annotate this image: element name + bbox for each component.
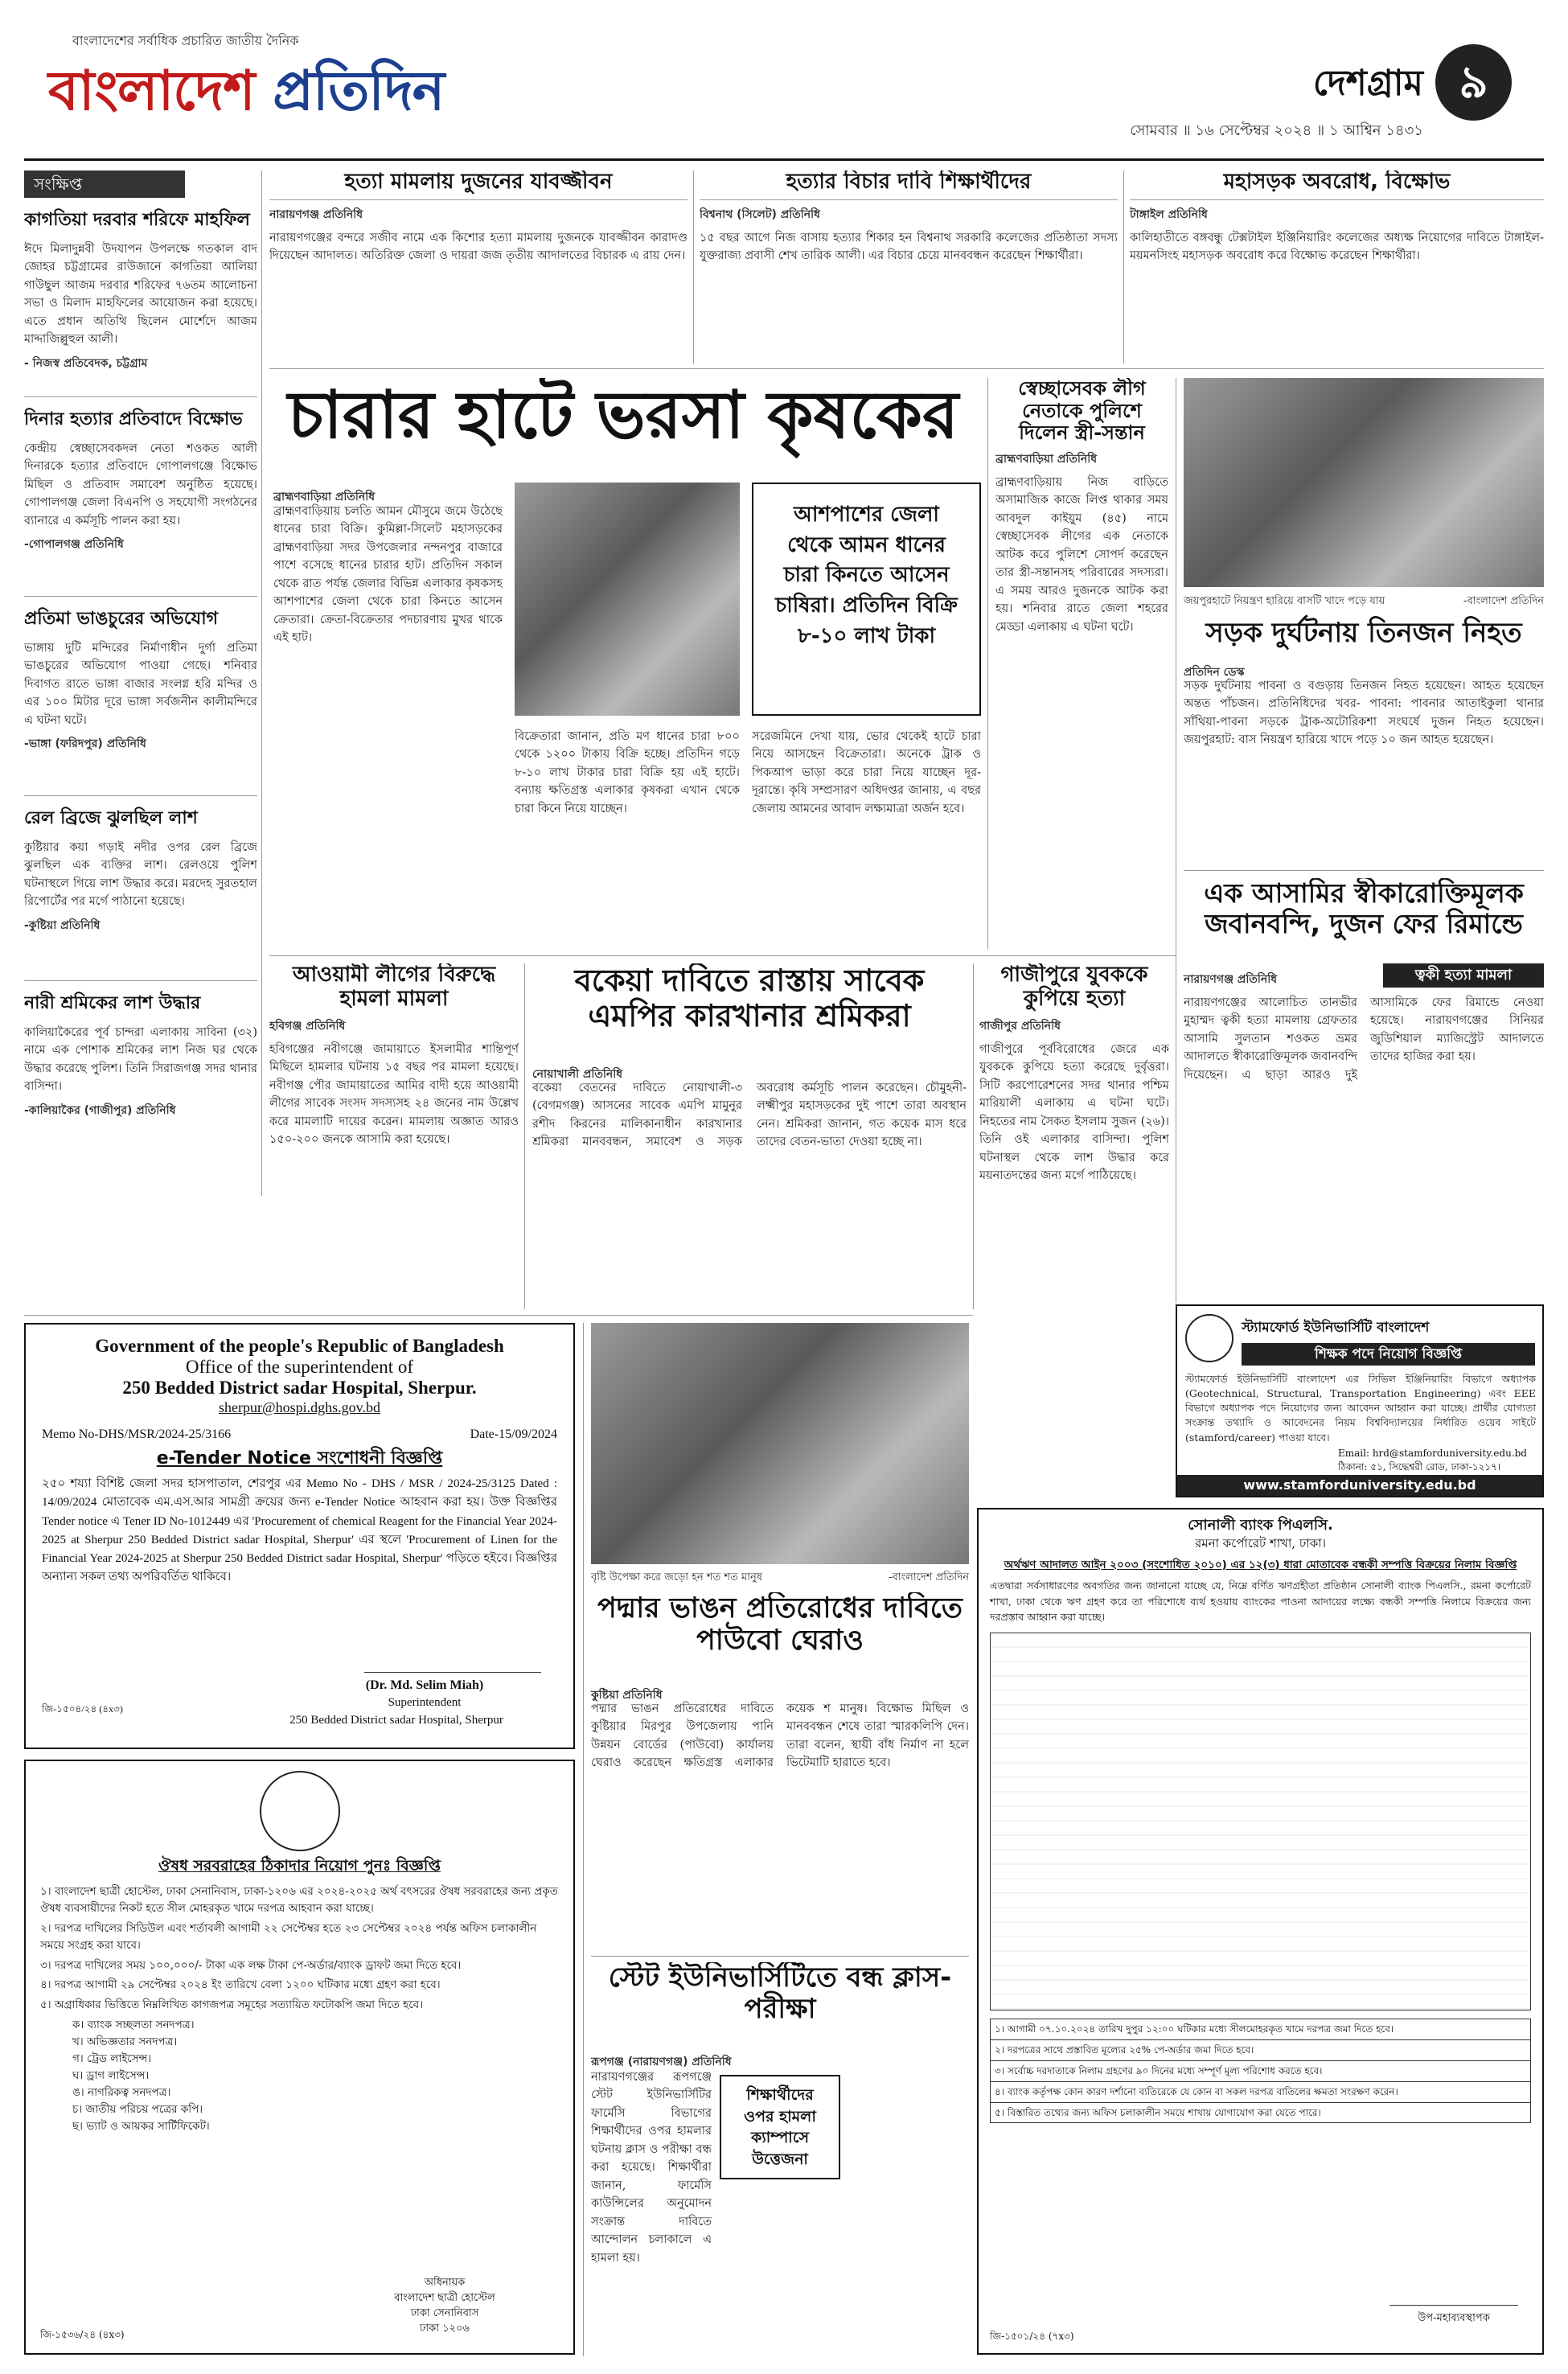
story-byline: হবিগঞ্জ প্রতিনিধি xyxy=(269,1019,346,1033)
brief-byline: -কুষ্টিয়া প্রতিনিধি xyxy=(24,918,101,932)
top-strip-story xyxy=(700,170,1118,363)
state-uni-body: নারায়ণগঞ্জের রূপগঞ্জে স্টেট ইউনিভার্সিটির ফার্মেসি বিভাগের শিক্ষার্থীদের ওপর হামলার ঘটনায় ক্লাস ও পরীক্ষা বন্ধ করা হয়েছে। শিক্ষার্থীরা জানান, ফার্মেসি কাউন্সিলের অনুমোদন সংক্রান্ত দাবিতে আন্দোলন চলাকালে এ হামলা হয়। xyxy=(591,2071,712,2265)
cantonment-doc: ঙ। নাগরিকত্ব সনদপত্র। xyxy=(72,2085,171,2099)
notice-email: sherpur@hospi.dghs.gov.bd xyxy=(219,1399,380,1415)
sonali-intro: এতদ্বারা সর্বসাধারণের অবগতির জন্য জানানো যাচ্ছে যে, নিম্নে বর্ণিত ঋণগ্রহীতা প্রতিষ্ঠান সোনালী ব্যাংক পিএলসি., রমনা কর্পোরেট শাখা, ঢাকা থেকে ঋণ গ্রহণ করে তা পরিশোধে ব্যর্থ হওয়ায় ব্যাংকের পাওনা আদায়ের লক্ষ্যে বন্ধকী সম্পত্তি নিলামে বিক্রয়ের জন্য দরপ্রস্তাব আহ্বান করা যাচ্ছে। xyxy=(990,1579,1531,1623)
cantonment-doc: খ। অভিজ্ঞতার সনদপত্র। xyxy=(72,2035,178,2049)
padma-byline: কুষ্টিয়া প্রতিনিধি xyxy=(591,1689,663,1702)
brief-byline: -ভাঙ্গা (ফরিদপুর) প্রতিনিধি xyxy=(24,737,146,751)
sonali-ref: জি-১৫০১/২৪ (৭x৩) xyxy=(990,2331,1074,2342)
briefs-column xyxy=(24,206,257,1195)
section-divider xyxy=(269,368,1544,369)
cantonment-items xyxy=(40,1883,559,2014)
notice-ref: জি-১৫০৪/২৪ (৪x৩) xyxy=(42,1703,123,1715)
state-uni-body-cont xyxy=(848,2068,969,2354)
brief-body: ভাঙ্গায় দুটি মন্দিরের নির্মাণাধীন দুর্গা প্রতিমা ভাঙচুরের অভিযোগ পাওয়া গেছে। শনিবার দিবাগত রাতে ভাঙ্গা বাজার সংলগ্ন হরি মন্দির ও এর ১০০ মিটার দূরে ভাঙ্গা সর্বজনীন কালীমন্দিরে এ ঘটনা ঘটে। xyxy=(24,642,257,727)
table-row xyxy=(991,2060,1531,2081)
masthead xyxy=(24,24,1544,161)
story-byline: টাঙ্গাইল প্রতিনিধি xyxy=(1130,207,1208,221)
brief-byline: - নিজস্ব প্রতিবেদক, চট্টগ্রাম xyxy=(24,356,148,370)
story-body: কালিহাতীতে বঙ্গবন্ধু টেক্সটাইল ইঞ্জিনিয়ারিং কলেজের অধ্যক্ষ নিয়োগের দাবিতে টাঙ্গাইল-ময়মনসিংহ মহাসড়ক অবরোধ করে বিক্ষোভ করেছেন শিক্ষার্থীরা। xyxy=(1130,231,1544,263)
cantonment-doc: ক। ব্যাংক সচ্ছলতা সনদপত্র। xyxy=(72,2019,195,2032)
cantonment-doc: গ। ট্রেড লাইসেন্স। xyxy=(72,2052,152,2066)
lead-byline: ব্রাহ্মণবাড়িয়া প্রতিনিধি xyxy=(273,491,376,503)
notice-memo-row xyxy=(42,1427,557,1442)
accident-headline: সড়ক দুর্ঘটনায় তিনজন নিহত xyxy=(1205,617,1522,649)
stamford-name: স্ট্যামফোর্ড ইউনিভার্সিটি বাংলাদেশ xyxy=(1242,1320,1430,1336)
workers-headline: বকেয়া দাবিতে রাস্তায় সাবেক এমপির কারখানার শ্রমিকরা xyxy=(574,963,925,1033)
table-cell: ৪। ব্যাংক কর্তৃপক্ষ কোন কারণ দর্শানো ব্যতিরেকে যে কোন বা সকল দরপত্র বাতিলের ক্ষমতা সংরক্ষণ করেন। xyxy=(991,2081,1531,2102)
section-divider xyxy=(1184,870,1544,871)
remand-headline: এক আসামির স্বীকারোক্তিমূলক জবানবন্দি, দুজন ফের রিমান্ডে xyxy=(1204,878,1524,939)
sonali-title: অর্থঋণ আদালত আইন ২০০৩ (সংশোধিত ২০১০) এর ১২(৩) ধারা মোতাবেক বন্ধকী সম্পত্তি বিক্রয়ের নিলাম বিজ্ঞপ্তি xyxy=(1004,1558,1517,1571)
notice-signer: (Dr. Md. Selim Miah) xyxy=(365,1678,484,1692)
volunteer-story xyxy=(995,378,1168,949)
table-row xyxy=(991,2019,1531,2040)
edition-date: সোমবার ॥ ১৬ সেপ্টেম্বর ২০২৪ ॥ ১ আশ্বিন ১৪৩১ xyxy=(1130,122,1423,139)
story-body: হবিগঞ্জের নবীগঞ্জে জামায়াতে ইসলামীর শান্তিপূর্ণ মিছিলে হামলার ঘটনায় ১৫ বছর পর মামলা হয়েছে। নবীগঞ্জ পৌর জামায়াতের আমির বাদী হয়ে আওয়ামী লীগের সাবেক সংসদ সদস্যসহ ২৪ জনের নাম উল্লেখ করে মামলাটি দায়ের করেন। মামলায় অজ্ঞাত আরও ১৫০-২০০ জনকে আসামি করা হয়েছে। xyxy=(269,1042,519,1147)
state-uni-pull-box xyxy=(720,2075,840,2179)
sonali-signer: উপ-মহাব্যবস্থাপক xyxy=(1418,2312,1490,2324)
masthead-tagline: বাংলাদেশের সর্বাধিক প্রচারিত জাতীয় দৈনিক xyxy=(72,33,299,48)
brief-item xyxy=(24,605,257,796)
story-byline: ব্রাহ্মণবাড়িয়া প্রতিনিধি xyxy=(995,452,1098,466)
brief-title: রেল ব্রিজে ঝুলছিল লাশ xyxy=(24,808,198,828)
table-cell: ২। দরপত্রের সাথে প্রস্তাবিত মূল্যের ২৫% পে-অর্ডার জমা দিতে হবে। xyxy=(991,2040,1531,2061)
notice-line-1: Government of the people's Republic of Bangladesh xyxy=(95,1336,504,1356)
cantonment-doc: ঘ। ড্রাগ লাইসেন্স। xyxy=(72,2069,150,2083)
cantonment-signer-org: বাংলাদেশ ছাত্রী হোস্টেল xyxy=(394,2291,495,2304)
table-cell: ৩। সর্বোচ্চ দরদাতাকে নিলাম গ্রহণের ৯০ দিনের মধ্যে সম্পূর্ণ মূল্য পরিশোধ করতে হবে। xyxy=(991,2060,1531,2081)
story-byline: গাজীপুর প্রতিনিধি xyxy=(979,1019,1061,1033)
section-title: দেশগ্রাম xyxy=(1312,63,1423,104)
section-divider xyxy=(24,1315,973,1316)
accident-photo xyxy=(1184,378,1544,587)
stamford-body: স্ট্যামফোর্ড ইউনিভার্সিটি বাংলাদেশ এর সিভিল ইঞ্জিনিয়ারিং বিভাগে অধ্যাপক (Geotechnical, Structural, Transportation Engineering) এবং EEE বিভাগে অধ্যাপক পদে নিয়োগের জন্য আবেদন আহ্বান করা যাচ্ছে। প্রার্থীর যোগ্যতা সংক্রান্ত তথ্যাদি ও আবেদনের নিয়ম বিশ্ববিদ্যালয়ের নির্ধারিত ওয়েব সাইটে (stamford/career) পাওয়া যাবে। xyxy=(1185,1373,1536,1444)
awami-story xyxy=(269,963,519,1309)
table-row xyxy=(991,2081,1531,2102)
story-title: মহাসড়ক অবরোধ, বিক্ষোভ xyxy=(1130,170,1544,200)
accident-credit: -বাংলাদেশ প্রতিদিন xyxy=(1463,595,1544,607)
cantonment-item: ২। দরপত্র দাখিলের সিডিউল এবং শর্তাবলী আগামী ২২ সেপ্টেম্বর হতে ২৩ সেপ্টেম্বর ২০২৪ পর্যন্ত অফিস চলাকালীন সময়ে সংগ্রহ করা যাবে। xyxy=(40,1921,537,1952)
lead-body-1: ব্রাহ্মণবাড়িয়ায় চলতি আমন মৌসুমে জমে উঠেছে ধানের চারা বিক্রি। কুমিল্লা-সিলেট মহাসড়কের ব্রাহ্মণবাড়িয়া সদর উপজেলার নন্দনপুর বাজারে পাশে বসেছে ধানের চারার হাট। প্রতিদিন সকাল থেকে রাত পর্যন্ত জেলার বিভিন্ন এলাকার কৃষকসহ আশপাশের জেলা থেকে চারা কিনতে আসেন ক্রেতারা। ক্রেতা-বিক্রেতার পদচারণায় মুখর থাকে এই হাট। xyxy=(273,505,503,645)
cantonment-doc: চ। জাতীয় পরিচয় পত্রের কপি। xyxy=(72,2102,203,2116)
flood-photo xyxy=(591,1323,969,1564)
sonali-branch: রমনা কর্পোরেট শাখা, ঢাকা। xyxy=(1195,1535,1326,1550)
remand-body: নারায়ণগঞ্জের আলোচিত তানভীর মুহাম্মদ ত্বকী হত্যা মামলায় গ্রেফতার আসামি সুলতান শওকত ভ্রমর আদালতে স্বীকারোক্তিমূলক জবানবন্দি দিয়েছেন। এ ছাড়া আরও দুই আসামিকে ফের রিমান্ডে নেওয়া হয়েছে। নারায়ণগঞ্জের সিনিয়র জুডিশিয়াল ম্যাজিস্ট্রেট আদালতে তাদের হাজির করা হয়। xyxy=(1184,996,1544,1082)
cantonment-ref: জি-১৫৩৬/২৪ (৪x৩) xyxy=(40,2329,125,2340)
cantonment-item: ১। বাংলাদেশ ছাত্রী হোস্টেল, ঢাকা সেনানিবাস, ঢাকা-১২০৬ এর ২০২৪-২০২৫ অর্থ বৎসরের ঔষধ সরবরাহের জন্য প্রকৃত ঔষধ ব্যবসায়ীদের নিকট হতে সীল মোহরকৃত খামে দরপত্র আহবান করা যাচ্ছে। xyxy=(40,1884,558,1915)
notice-memo: Memo No-DHS/MSR/2024-25/3166 xyxy=(42,1427,232,1441)
section-divider xyxy=(591,1956,969,1957)
cantonment-title: ঔষধ সরবরাহের ঠিকাদার নিয়োগ পুনঃ বিজ্ঞপ্তি xyxy=(158,1857,441,1875)
cantonment-signer-addr: ঢাকা সেনানিবাস xyxy=(410,2306,479,2319)
table-row xyxy=(991,2102,1531,2123)
cantonment-signer-role: অধিনায়ক xyxy=(424,2277,466,2289)
logo-part-1: বাংলাদেশ xyxy=(48,60,273,123)
newspaper-logo xyxy=(48,48,444,140)
cantonment-signer-zip: ঢাকা ১২০৬ xyxy=(420,2322,470,2335)
stamford-address: ঠিকানা: ৫১, সিদ্ধেশ্বরী রোড, ঢাকা-১২১৭। xyxy=(1338,1461,1501,1472)
column-divider xyxy=(524,963,525,1309)
notice-line-3: 250 Bedded District sadar Hospital, Sherpur. xyxy=(122,1378,477,1399)
sherpur-notice xyxy=(24,1323,575,1749)
column-divider xyxy=(987,378,988,949)
top-strip-story xyxy=(269,170,688,363)
brief-title: প্রতিমা ভাঙচুরের অভিযোগ xyxy=(24,609,219,629)
brief-byline: -কালিয়াকৈর (গাজীপুর) প্রতিনিধি xyxy=(24,1103,176,1117)
remand-byline: নারায়ণগঞ্জ প্রতিনিধি xyxy=(1184,973,1278,986)
stamford-email: Email: hrd@stamforduniversity.edu.bd xyxy=(1338,1448,1527,1459)
table-cell: ১। আগামী ০৭.১০.২০২৪ তারিখ দুপুর ১২:০০ ঘটিকার মধ্যে সীলমোহরকৃত খামে দরপত্র জমা দিতে হবে। xyxy=(991,2019,1531,2040)
story-title: স্বেচ্ছাসেবক লীগ নেতাকে পুলিশে দিলেন স্ত্রী-সন্তান xyxy=(1018,378,1146,445)
sonali-bank-name: সোনালী ব্যাংক পিএলসি. xyxy=(1188,1517,1333,1534)
notice-body: ২৫০ শয্যা বিশিষ্ট জেলা সদর হাসপাতাল, শেরপুর এর Memo No - DHS / MSR / 2024-25/3125 Dated : 14/09/2024 মোতাবেক এম.এস.আর সামগ্রী ক্রয়ের জন্য e-Tender Notice আহবান করা হয়। উক্ত বিজ্ঞপ্তির Tender notice এ Tener ID No-1012449 এর 'Procurement of chemical Reagent for the Financial Year 2024-2025 at Sherpur 250 Bedded District sadar Hospital, Sherpur' এর স্থলে 'Procurement of Linen for the Financial Year 2024-2025 at Sherpur 250 Bedded District sadar Hospital, Sherpur' পড়িতে হইবে। বিজ্ঞপ্তির অন্যান্য সকল তথ্য অপরিবর্তিত থাকিবে। xyxy=(42,1477,557,1584)
story-byline: বিশ্বনাথ (সিলেট) প্রতিনিধি xyxy=(700,207,820,221)
stamford-ad xyxy=(1176,1304,1544,1497)
section-divider xyxy=(269,955,1176,956)
logo-part-2: প্রতিদিন xyxy=(273,60,445,123)
lead-headline: চারার হাটে ভরসা কৃষকের xyxy=(287,378,959,454)
brief-body: কুষ্টিয়ার কয়া গড়াই নদীর ওপর রেল ব্রিজে ঝুলছিল এক ব্যক্তির লাশ। রেলওয়ে পুলিশ ঘটনাস্থলে গিয়ে লাশ উদ্ধার করে। মরদেহ সুরতহাল রিপোর্টের পর মর্গে পাঠানো হয়েছে। xyxy=(24,841,257,909)
padma-body: পদ্মার ভাঙন প্রতিরোধের দাবিতে কুষ্টিয়ার মিরপুর উপজেলায় পানি উন্নয়ন বোর্ডের (পাউবো) কার্যালয় ঘেরাও করেছেন ক্ষতিগ্রস্ত এলাকার কয়েক শ মানুষ। বিক্ষোভ মিছিল ও মানববন্ধন শেষে তারা স্মারকলিপি দেন। তারা বলেন, স্থায়ী বাঁধ নির্মাণ না হলে ভিটেমাটি হারাতে হবে। xyxy=(591,1702,969,1770)
page-number: ৯ xyxy=(1435,44,1512,121)
lead-pull-quote-box xyxy=(752,483,981,716)
story-title: হত্যা মামলায় দুজনের যাবজ্জীবন xyxy=(269,170,688,200)
sonali-conditions-table xyxy=(990,2019,1531,2123)
sonali-property-block xyxy=(990,1633,1531,2011)
accident-caption: জয়পুরহাটে নিয়ন্ত্রণ হারিয়ে বাসটি খাদে পড়ে যায় xyxy=(1184,595,1385,607)
lead-body-3: সরেজমিনে দেখা যায়, ভোর থেকেই হাটে চারা নিয়ে আসছেন বিক্রেতারা। অনেকে ট্রাক ও পিকআপ ভাড়া করে চারা নিয়ে যাচ্ছেন দূর-দূরান্তে। কৃষি সম্প্রসারণ অধিদপ্তর জানায়, এ বছর জেলায় আমনের আবাদ লক্ষ্যমাত্রা অর্জন হবে। xyxy=(752,730,981,815)
brief-body: কালিয়াকৈরের পূর্ব চান্দরা এলাকায় সাবিনা (৩২) নামে এক পোশাক শ্রমিকের লাশ নিজ ঘর থেকে উদ্ধার করেছে পুলিশ। তিনি সিরাজগঞ্জ সদর থানার বাসিন্দা। xyxy=(24,1026,257,1094)
cantonment-item: ৪। দরপত্র আগামী ২৯ সেপ্টেম্বর ২০২৪ ইং তারিখে বেলা ১২০০ ঘটিকার মধ্যে গ্রহণ করা হবে। xyxy=(40,1978,441,1992)
brief-item xyxy=(24,405,257,597)
brief-title: দিনার হত্যার প্রতিবাদে বিক্ষোভ xyxy=(24,409,243,429)
workers-byline: নোয়াখালী প্রতিনিধি xyxy=(532,1068,623,1081)
lead-pull-quote: আশপাশের জেলা থেকে আমন ধানের চারা কিনতে আসেন চাষিরা। প্রতিদিন বিক্রি ৮-১০ লাখ টাকা xyxy=(775,503,958,648)
workers-body: বকেয়া বেতনের দাবিতে নোয়াখালী-৩ (বেগমগঞ্জ) আসনের সাবেক এমপি মামুনুর রশীদ কিরনের মালিকানাধীন কারখানার শ্রমিকরা মানববন্ধন, সমাবেশ ও সড়ক অবরোধ কর্মসূচি পালন করেছেন। চৌমুহনী-লক্ষ্মীপুর মহাসড়কের দুই পাশে তারা অবস্থান নেন। শ্রমিকরা জানান, গত কয়েক মাস ধরে তাদের বেতন-ভাতা দেওয়া হচ্ছে না। xyxy=(532,1082,967,1149)
story-body: গাজীপুরে পূর্ববিরোধের জেরে এক যুবককে কুপিয়ে হত্যা করেছে দুর্বৃত্তরা। সিটি করপোরেশনের সদর থানার পশ্চিম মারিয়ালী এলাকায় এ ঘটনা ঘটে। নিহতের নাম সৈকত ইসলাম সুজন (২৬)। তিনি ওই এলাকার বাসিন্দা। পুলিশ ঘটনাস্থল থেকে লাশ উদ্ধার করে ময়নাতদন্তের জন্য মর্গে পাঠিয়েছে। xyxy=(979,1042,1169,1183)
state-uni-headline: স্টেট ইউনিভার্সিটিতে বন্ধ ক্লাস-পরীক্ষা xyxy=(608,1962,952,2026)
column-divider xyxy=(583,1323,584,2356)
stamford-logo xyxy=(1185,1314,1233,1362)
accident-body: সড়ক দুর্ঘটনায় পাবনা ও বগুড়ায় তিনজন নিহত হয়েছেন। আহত হয়েছেন অন্তত পাঁচজন। প্রতিনিধিদের খবর- পাবনা: পাবনার আতাইকুলা থানার সাঁথিয়া-পাবনা সড়কে ট্রাক-অটোরিকশা সংঘর্ষে দুজন নিহত হয়েছেন। জয়পুরহাট: বাস নিয়ন্ত্রণ হারিয়ে খাদে পড়ে ১০ জন আহত হয়েছেন। xyxy=(1184,680,1544,747)
remand-tag-label: ত্বকী হত্যা মামলা xyxy=(1414,967,1513,984)
cantonment-doc: ছ। ভ্যাট ও আয়কর সার্টিফিকেট। xyxy=(72,2119,210,2133)
story-byline: নারায়ণগঞ্জ প্রতিনিধি xyxy=(269,207,363,221)
notice-line-2: Office of the superintendent of xyxy=(185,1357,414,1378)
brief-title: নারী শ্রমিকের লাশ উদ্ধার xyxy=(24,993,201,1013)
accident-byline: প্রতিদিন ডেস্ক xyxy=(1184,666,1245,679)
brief-byline: -গোপালগঞ্জ প্রতিনিধি xyxy=(24,538,124,552)
story-body: নারায়ণগঞ্জের বন্দরে সজীব নামে এক কিশোর হত্যা মামলায় দুজনকে যাবজ্জীবন কারাদণ্ড দিয়েছেন আদালত। অতিরিক্ত জেলা ও দায়রা জজ তৃতীয় আদালতের বিচারক এ রায় দেন। xyxy=(269,231,688,263)
brief-title: কাগতিয়া দরবার শরিফে মাহফিল xyxy=(24,210,250,230)
story-body: ব্রাহ্মণবাড়িয়ায় নিজ বাড়িতে অসামাজিক কাজে লিপ্ত থাকার সময় আবদুল কাইয়ুম (৪৫) নামে স্বেচ্ছাসেবক লীগের এক নেতাকে আটক করে পুলিশে সোপর্দ করেছেন তার স্ত্রী-সন্তানসহ পরিবারের সদস্যরা। এ সময় আরও দুজনকে আটক করা হয়। শনিবার রাতে জেলা শহরের মেড্ডা এলাকায় এ ঘটনা ঘটে। xyxy=(995,475,1168,634)
cantonment-emblem xyxy=(260,1771,340,1851)
cantonment-signer-block xyxy=(364,2276,525,2336)
cantonment-docs xyxy=(40,2017,559,2134)
sonali-signature xyxy=(1389,2282,1518,2306)
brief-item xyxy=(24,804,257,981)
cantonment-item: ৩। দরপত্র দাখিলের সময় ১০০,০০০/- টাকা এক লক্ষ টাকা পে-অর্ডার/ব্যাংক ড্রাফট জমা দিতে হবে। xyxy=(40,1958,462,1972)
padma-headline: পদ্মার ভাঙন প্রতিরোধের দাবিতে পাউবো ঘেরাও xyxy=(597,1592,963,1657)
notice-signature xyxy=(364,1650,541,1673)
state-uni-byline: রূপগঞ্জ (নারায়ণগঞ্জ) প্রতিনিধি xyxy=(591,2056,732,2068)
column-divider xyxy=(1123,170,1124,363)
stamford-band: শিক্ষক পদে নিয়োগ বিজ্ঞপ্তি xyxy=(1242,1343,1535,1366)
flood-credit: -বাংলাদেশ প্রতিদিন xyxy=(888,1571,969,1583)
notice-date: Date-15/09/2024 xyxy=(470,1427,557,1441)
brief-item xyxy=(24,989,257,1174)
brief-body: কেন্দ্রীয় স্বেচ্ছাসেবকদল নেতা শওকত আলী দিনারকে হত্যার প্রতিবাদে গোপালগঞ্জে বিক্ষোভ মিছিল ও প্রতিবাদ সমাবেশ অনুষ্ঠিত হয়েছে। গোপালগঞ্জ জেলা বিএনপি ও সহযোগী সংগঠনের ব্যানারে এ কর্মসূচি পালন করা হয়। xyxy=(24,442,257,528)
top-strip-story xyxy=(1130,170,1544,363)
stamford-url: www.stamforduniversity.edu.bd xyxy=(1177,1475,1542,1496)
column-divider xyxy=(693,170,694,363)
briefs-tag: সংক্ষিপ্ত xyxy=(24,170,185,198)
story-title: গাজীপুরে যুবককে কুপিয়ে হত্যা xyxy=(1000,963,1148,1011)
brief-item xyxy=(24,206,257,397)
notice-org: 250 Bedded District sadar Hospital, Sherpur xyxy=(289,1714,503,1727)
table-cell: ৫। বিস্তারিত তথ্যের জন্য অফিস চলাকালীন সময়ে শাখায় যোগাযোগ করা যেতে পারে। xyxy=(991,2102,1531,2123)
notice-title: e-Tender Notice সংশোধনী বিজ্ঞপ্তি xyxy=(156,1448,443,1468)
column-divider xyxy=(261,170,262,1196)
state-uni-pull: শিক্ষার্থীদের ওপর হামলা ক্যাম্পাসে উত্তেজনা xyxy=(744,2086,816,2168)
lead-body-2: বিক্রেতারা জানান, প্রতি মণ ধানের চারা ৮০০ থেকে ১২০০ টাকায় বিক্রি হচ্ছে। প্রতিদিন গড়ে ৮-১০ লাখ টাকার চারা বিক্রি হয় এই হাটে। বন্যায় ক্ষতিগ্রস্ত এলাকার কৃষকরা এখান থেকে চারা কিনে নিয়ে যাচ্ছেন। xyxy=(515,730,740,815)
story-title: হত্যার বিচার দাবি শিক্ষার্থীদের xyxy=(700,170,1118,200)
remand-tag xyxy=(1383,963,1544,988)
brief-body: ঈদে মিলাদুন্নবী উদযাপন উপলক্ষে গতকাল বাদ জোহর চট্টগ্রামের রাউজানে কাগতিয়া আলিয়া গাউছুল আজম দরবার শরিফের ৭৬তম আলোচনা সভা ও মিলাদ মাহফিলের আয়োজন করা হয়েছে। এতে প্রধান অতিথি ছিলেন মোর্শেদে আজম মাদ্দাজিল্লুহুল আলী। xyxy=(24,243,257,347)
story-body: ১৫ বছর আগে নিজ বাসায় হত্যার শিকার হন বিশ্বনাথ সরকারি কলেজের প্রতিষ্ঠাতা সদস্য যুক্তরাজ্য প্রবাসী শেখ তারিক আলী। এর বিচার চেয়ে মানববন্ধন করেছেন শিক্ষার্থীরা। xyxy=(700,231,1118,263)
cantonment-item: ৫। অগ্রাধিকার ভিত্তিতে নিম্নলিখিত কাগজপত্র সমূহের সত্যায়িত ফটোকপি জমা দিতে হবে। xyxy=(40,1998,424,2012)
notice-designation: Superintendent xyxy=(388,1696,462,1709)
sonali-notice xyxy=(977,1508,1544,2355)
column-divider xyxy=(973,963,974,1309)
cantonment-notice xyxy=(24,1760,575,2355)
flood-caption: বৃষ্টি উপেক্ষা করে জড়ো হন শত শত মানুষ xyxy=(591,1571,762,1583)
story-title: আওয়ামী লীগের বিরুদ্ধে হামলা মামলা xyxy=(292,963,496,1011)
lead-photo xyxy=(515,483,740,716)
table-row xyxy=(991,2040,1531,2061)
